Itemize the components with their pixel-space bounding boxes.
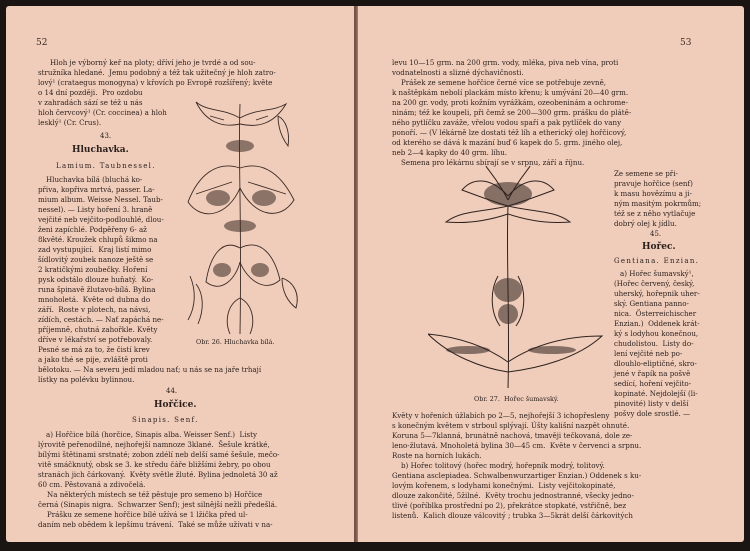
text-line: lýrovitě peřenodílné, nejhořejší namnoze 3klané. Šešule krátké, xyxy=(38,440,270,449)
section-number: 43. xyxy=(100,132,112,140)
text-line: ženi zapíchlé. Podpěřeny 6- až xyxy=(38,225,147,234)
text-line: b) Hořec tolitový (hořec modrý, hořepník modrý, tolitový. xyxy=(392,461,605,470)
section-number: 45. xyxy=(650,230,662,238)
text-line: černá (Sinapis nigra. Schwarzer Senf); jest silnější nežli předešlá. xyxy=(38,500,278,509)
text-line: příjemně, chutná zahořkle. Květy xyxy=(38,325,158,334)
text-line: v zahradách sází se též u nás xyxy=(38,98,143,107)
text-line: stružníka hledané. Jemu podobný a též tak užitečný je hloh zatro- xyxy=(38,68,276,77)
text-line: listenů. Kalich dlouze válcovitý ; trubka 3—5krát delší čárkovitých xyxy=(392,511,633,520)
text-line: Enzian.) Oddenek krát- xyxy=(614,319,700,328)
section-latin-name: Sinapis. Senf. xyxy=(132,416,199,424)
text-line: 2 kratičkými zoubečky. Hoření xyxy=(38,265,148,274)
text-line: ponoří. — (V lékárně lze dostati též líh a etherický olej hořčicový, xyxy=(392,128,627,137)
text-line: s konečným květem v strboul splývají. Úšty kališní nazpět ohnuté. xyxy=(392,421,630,430)
dead-nettle-illustration xyxy=(182,98,304,336)
text-line: chudolistou. Listy do- xyxy=(614,339,694,348)
text-line: dobrý olej k jídlu. xyxy=(614,219,677,228)
text-line: vejčité neb vejčito-podlouhlé, dlou- xyxy=(38,215,164,224)
text-line: levu 10—15 grm. na 200 grm. vody, mléka, piva neb vína, proti xyxy=(392,58,619,67)
text-line: sedící, hoření vejčito- xyxy=(614,379,692,388)
text-line: Prášek ze semene hořčice černé více se potřebuje zevně, xyxy=(392,78,607,87)
text-line: nica. Österreichischer xyxy=(614,309,697,318)
text-line: ninám; též ke koupeli, při čemž se 200—300 grm. prášku do plátě- xyxy=(392,108,632,117)
text-line: též se z něho vytlačuje xyxy=(614,209,696,218)
text-line: Květy v hořeních úžlabích po 2—5, nejhořejší 3 ichopřesleny xyxy=(392,411,610,420)
right-page xyxy=(358,6,744,542)
section-latin-name: Lamium. Taubnessel. xyxy=(56,162,156,170)
text-line: k naštěpkám nebolí plackám místo křenu; k umývání 20—40 grm. xyxy=(392,88,629,97)
text-line: Koruna 5—7klanná, brunátně nachová, tmavěji tečkovaná, dole ze- xyxy=(392,431,633,440)
text-line: hloh červcový¹ (Cr. coccinea) a hloh xyxy=(38,108,167,117)
text-line: ký s lodyhou konečnou, xyxy=(614,329,699,338)
section-title: Hluchavka. xyxy=(72,145,129,155)
text-line: ného pytlíčku zaváže, vřelou vodou spaří a pak pytlíček do vany xyxy=(392,118,622,127)
text-line: ský. Gentiana panno- xyxy=(614,299,689,308)
text-line: k masu hovězímu a ji- xyxy=(614,189,692,198)
figure-caption: Obr. 26. Hluchavka bílá. xyxy=(196,338,275,346)
text-line: Hluchavka bílá (bluchá ko- xyxy=(46,175,143,184)
text-line: mium album. Weisse Nessel. Taub- xyxy=(38,195,163,204)
page-number: 52 xyxy=(36,38,48,48)
text-line: 60 cm. Pěstovaná a zdivočelá. xyxy=(38,480,146,489)
text-line: Ze semene se při- xyxy=(614,169,678,178)
text-line: runa špinavě žlutavo-bílá. Bylina xyxy=(38,285,156,294)
text-line: bílými štětinami srstnaté; zobon zdélí neb delší samé šešule, mečo- xyxy=(38,450,280,459)
section-latin-name: Gentiana. Enzian. xyxy=(614,257,700,265)
text-line: bělotoku. — Na severu jedí mladou nať; u nás se na jaře trhají xyxy=(38,365,262,374)
text-line: o 14 dní později. Pro ozdobu xyxy=(38,88,143,97)
text-line: dlouze zakončité, 5žilné. Květy trochu jednostranné, všecky jedno- xyxy=(392,491,634,500)
text-line: ným masitým pokrmům; xyxy=(614,199,702,208)
page-number: 53 xyxy=(680,38,692,48)
text-line: dříve v lékařství se potřebovaly. xyxy=(38,335,153,344)
text-line: zídích, cestách. — Nať zapáchá ne- xyxy=(38,315,164,324)
text-line: daním neb obědem k lepšímu trávení. Také se může užívati v na- xyxy=(38,520,273,529)
text-line: lístky na polévku bylinnou. xyxy=(38,375,135,384)
section-title: Hořčice. xyxy=(154,400,197,410)
text-line: mnoholetá. Květe od dubna do xyxy=(38,295,151,304)
text-line: tlivé (poříblka prostřední po 2), překrátce stopkaté, vstřičně, bez xyxy=(392,501,627,510)
text-line: Na některých místech se též pěstuje pro semeno b) Hořčice xyxy=(38,490,263,499)
text-line: přiva, kopřiva mrtvá, passer. La- xyxy=(38,185,155,194)
text-line: pinovité) listy v delší xyxy=(614,399,689,408)
text-line: září. Roste v plotech, na návsi, xyxy=(38,305,151,314)
text-line: od kterého se dává k mazání buď 6 kapek do 5. grm. jiného olej, xyxy=(392,138,623,147)
text-line: a) Hořčice bílá (horčice, Sinapis alba. Weisser Senf.) Listy xyxy=(46,430,257,439)
left-page xyxy=(6,6,354,542)
text-line: šídlovitý zoubek nanoze ještě se xyxy=(38,255,154,264)
text-line: nessel). — Listy hoření 3. hraně xyxy=(38,205,153,214)
text-line: (Hořec červený, český, xyxy=(614,279,695,288)
text-line: vodnatelnosti a slizné dýchavičnosti. xyxy=(392,68,524,77)
gentian-illustration xyxy=(428,166,604,392)
text-line: Prášku ze semene hořčice bílé užívá se 1 lžička před ul- xyxy=(38,510,248,519)
text-line: Semena pro lékárnu sbírají se v srpnu, září a říjnu. xyxy=(392,158,585,167)
text-line: pravuje hořčice (senf) xyxy=(614,179,693,188)
text-line: Roste na horních lukách. xyxy=(392,451,482,460)
text-line: kopinaté. Nejdolejší (li- xyxy=(614,389,698,398)
figure-caption: Obr. 27. Hořec šumavský. xyxy=(474,395,559,403)
text-line: neb 2—4 kapky do 40 grm. líhu. xyxy=(392,148,508,157)
section-title: Hořec. xyxy=(642,242,676,252)
text-line: uherský, hořepnik uher- xyxy=(614,289,700,298)
text-line: lesklý¹ (Cr. Crus). xyxy=(38,118,102,127)
text-line: 8květé. Kroužek chlupů šikmo na xyxy=(38,235,158,244)
text-line: lovým kořenem, s lodyhami konečnými. Listy vejčitokopinaté, xyxy=(392,481,616,490)
text-line: lový¹ (crataegus monogyna) v křovích po Evropě rozšířený; květe xyxy=(38,78,273,87)
text-line: a) Hořec šumavský¹, xyxy=(620,269,694,278)
text-line: dlouhlo-eliptičné, skro- xyxy=(614,359,697,368)
text-line: Hloh je výborný keř na ploty; dříví jeho je tvrdé a od sou- xyxy=(50,58,256,67)
text-line: Gentiana asclepiadea. Schwalbenwurzartiger Enzian.) Oddenek s ku- xyxy=(392,471,642,480)
text-line: stranách jich čárkovaný. Květy světle žluté. Bylina jednoletá 30 až xyxy=(38,470,278,479)
text-line: pysk odstálo dlouze huňatý. Ko- xyxy=(38,275,154,284)
text-line: vitě smáčknutý, obsk se 3. ke středu čáře bližšími žebry, po obou xyxy=(38,460,271,469)
text-line: na 200 gr. vody, proti kožním vyrážkám, ozeobeninám a ochrome- xyxy=(392,98,628,107)
text-line: jené v řapík na pošvě xyxy=(614,369,691,378)
text-line: leno-žlutavá. Mnoholetá bylina 30—45 cm. Květe v červenci a srpnu. xyxy=(392,441,642,450)
text-line: a jako thé se pije, zvláště proti xyxy=(38,355,148,364)
section-number: 44. xyxy=(166,387,178,395)
text-line: Pesné se má za to, že čistí krev xyxy=(38,345,150,354)
text-line: pošvy dole srostlé. — xyxy=(614,409,691,418)
text-line: lení vejčité neb po- xyxy=(614,349,683,358)
text-line: zad vystupující. Kraj listí mimo xyxy=(38,245,152,254)
